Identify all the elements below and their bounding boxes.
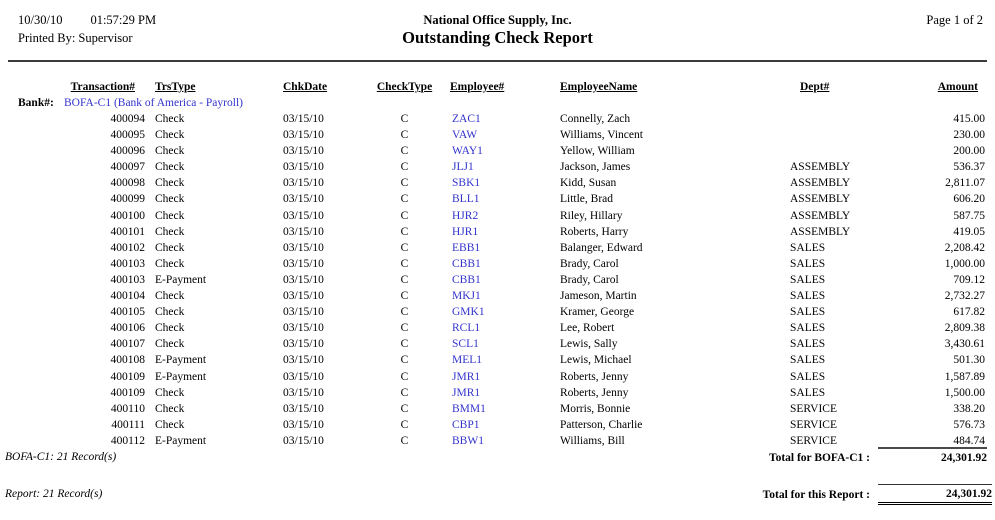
- dept-cell: ASSEMBLY: [790, 193, 851, 206]
- checktype-cell: C: [400, 257, 409, 270]
- employee-name-cell: Brady, Carol: [560, 273, 619, 286]
- checktype-cell: C: [400, 145, 409, 158]
- employee-link[interactable]: JMR1: [452, 386, 481, 399]
- table-row: [0, 433, 985, 449]
- employee-name-cell: Lee, Robert: [560, 322, 615, 335]
- print-date: 10/30/10: [18, 13, 63, 27]
- table-row: [0, 127, 985, 143]
- table-row: [0, 417, 985, 433]
- trstype-cell: Check: [155, 241, 185, 254]
- employee-link[interactable]: BBW1: [452, 434, 484, 447]
- employee-name-cell: Brady, Carol: [560, 257, 619, 270]
- amount-cell: 1,587.89: [944, 370, 985, 383]
- transaction-cell: 400110: [110, 402, 145, 415]
- trstype-cell: Check: [155, 290, 185, 303]
- column-header-chkdate: ChkDate: [283, 81, 328, 93]
- dept-cell: SALES: [790, 306, 826, 319]
- table-row: [0, 304, 985, 320]
- transaction-cell: 400097: [110, 161, 145, 174]
- report-total-amount: 24,301.92: [878, 484, 992, 505]
- employee-name-cell: Williams, Bill: [560, 434, 625, 447]
- transaction-cell: 400101: [110, 225, 145, 238]
- employee-link[interactable]: SCL1: [452, 338, 479, 351]
- amount-cell: 338.20: [953, 402, 985, 415]
- dept-cell: ASSEMBLY: [790, 161, 851, 174]
- transaction-cell: 400109: [110, 386, 145, 399]
- transaction-cell: 400106: [110, 322, 145, 335]
- employee-link[interactable]: EBB1: [452, 241, 481, 254]
- transaction-cell: 400094: [110, 113, 145, 125]
- checktype-cell: C: [400, 322, 409, 335]
- trstype-cell: Check: [155, 386, 185, 399]
- report-total-label: Total for this Report :: [762, 489, 870, 501]
- table-row: [0, 401, 985, 417]
- chkdate-cell: 03/15/10: [283, 370, 324, 383]
- employee-name-cell: Riley, Hillary: [560, 209, 623, 222]
- amount-cell: 617.82: [953, 306, 985, 319]
- chkdate-cell: 03/15/10: [283, 306, 324, 319]
- amount-cell: 587.75: [953, 209, 985, 222]
- company-name: National Office Supply, Inc.: [423, 13, 572, 27]
- dept-cell: SALES: [790, 354, 826, 367]
- chkdate-cell: 03/15/10: [283, 402, 324, 415]
- employee-link[interactable]: HJR2: [452, 209, 479, 222]
- transaction-cell: 400108: [110, 354, 145, 367]
- employee-name-cell: Morris, Bonnie: [560, 402, 631, 415]
- chkdate-cell: 03/15/10: [283, 257, 324, 270]
- transaction-cell: 400111: [111, 418, 145, 431]
- checktype-cell: C: [400, 193, 409, 206]
- employee-link[interactable]: GMK1: [452, 306, 485, 319]
- trstype-cell: E-Payment: [155, 370, 207, 383]
- checktype-cell: C: [400, 290, 409, 303]
- section-record-count: BOFA-C1: 21 Record(s): [5, 451, 117, 463]
- trstype-cell: Check: [155, 209, 185, 222]
- table-row: [0, 159, 985, 175]
- chkdate-cell: 03/15/10: [283, 338, 324, 351]
- amount-cell: 230.00: [953, 129, 985, 142]
- amount-cell: 1,000.00: [944, 257, 985, 270]
- dept-cell: SALES: [790, 257, 826, 270]
- dept-cell: [788, 111, 862, 127]
- checktype-cell: C: [400, 402, 409, 415]
- checktype-cell: C: [400, 177, 409, 190]
- employee-name-cell: Yellow, William: [560, 145, 635, 158]
- transaction-cell: 400105: [110, 306, 145, 319]
- trstype-cell: Check: [155, 145, 185, 158]
- employee-link[interactable]: JLJ1: [452, 161, 474, 174]
- section-total-label: Total for BOFA-C1 :: [768, 452, 870, 464]
- chkdate-cell: 03/15/10: [283, 113, 324, 125]
- trstype-cell: Check: [155, 193, 185, 206]
- amount-cell: 576.73: [953, 418, 985, 431]
- employee-name-cell: Lewis, Michael: [560, 354, 632, 367]
- chkdate-cell: 03/15/10: [283, 354, 324, 367]
- table-row: [0, 272, 985, 288]
- amount-cell: 3,430.61: [944, 338, 985, 351]
- amount-cell: 200.00: [953, 145, 985, 158]
- employee-link[interactable]: MEL1: [452, 354, 483, 367]
- trstype-cell: E-Payment: [155, 434, 207, 447]
- transaction-cell: 400096: [110, 145, 145, 158]
- table-row: [0, 369, 985, 385]
- employee-name-cell: Roberts, Jenny: [560, 370, 629, 383]
- trstype-cell: Check: [155, 257, 185, 270]
- employee-link[interactable]: BMM1: [452, 402, 486, 415]
- transaction-cell: 400109: [110, 370, 145, 383]
- employee-link[interactable]: WAY1: [452, 145, 483, 158]
- table-row: [0, 224, 985, 240]
- dept-cell: SALES: [790, 273, 826, 286]
- table-row: [0, 352, 985, 368]
- chkdate-cell: 03/15/10: [283, 386, 324, 399]
- employee-name-cell: Jackson, James: [560, 161, 631, 174]
- employee-link[interactable]: ZAC1: [452, 113, 481, 125]
- chkdate-cell: 03/15/10: [283, 322, 324, 335]
- transaction-cell: 400100: [110, 209, 145, 222]
- chkdate-cell: 03/15/10: [283, 241, 324, 254]
- checktype-cell: C: [400, 306, 409, 319]
- employee-name-cell: Patterson, Charlie: [560, 418, 643, 431]
- employee-name-cell: Kramer, George: [560, 306, 635, 319]
- transaction-cell: 400103: [110, 273, 145, 286]
- table-row: [0, 256, 985, 272]
- trstype-cell: Check: [155, 177, 185, 190]
- employee-name-cell: Roberts, Jenny: [560, 386, 629, 399]
- employee-name-cell: Williams, Vincent: [560, 129, 643, 142]
- employee-link[interactable]: RCL1: [452, 322, 481, 335]
- employee-link[interactable]: MKJ1: [452, 290, 481, 303]
- amount-cell: 415.00: [953, 113, 985, 125]
- checktype-cell: C: [400, 386, 409, 399]
- table-row: [0, 336, 985, 352]
- checktype-cell: C: [400, 354, 409, 367]
- transaction-cell: 400099: [110, 193, 145, 206]
- employee-name-cell: Balanger, Edward: [560, 241, 643, 254]
- column-header-row: [0, 79, 985, 95]
- checktype-cell: C: [400, 161, 409, 174]
- dept-cell: [788, 143, 862, 159]
- dept-cell: SALES: [790, 338, 826, 351]
- employee-link[interactable]: JMR1: [452, 370, 481, 383]
- amount-cell: 709.12: [953, 273, 985, 286]
- amount-cell: 1,500.00: [944, 386, 985, 399]
- transaction-cell: 400107: [110, 338, 145, 351]
- table-row: [0, 208, 985, 224]
- column-header-checktype: CheckType: [376, 81, 433, 93]
- trstype-cell: Check: [155, 322, 185, 335]
- dept-cell: SALES: [790, 386, 826, 399]
- dept-cell: SALES: [790, 322, 826, 335]
- table-row: [0, 240, 985, 256]
- checktype-cell: C: [400, 370, 409, 383]
- trstype-cell: E-Payment: [155, 354, 207, 367]
- trstype-cell: Check: [155, 225, 185, 238]
- dept-cell: [788, 127, 862, 143]
- report-record-count: Report: 21 Record(s): [5, 488, 103, 500]
- table-body: [0, 111, 985, 449]
- checktype-cell: C: [400, 273, 409, 286]
- checktype-cell: C: [400, 338, 409, 351]
- column-header-employee: Employee#: [450, 81, 505, 93]
- employee-link[interactable]: HJR1: [452, 225, 479, 238]
- checktype-cell: C: [400, 418, 409, 431]
- print-time: 01:57:29 PM: [90, 13, 157, 27]
- dept-cell: SERVICE: [790, 434, 837, 447]
- transaction-cell: 400102: [110, 241, 145, 254]
- employee-link[interactable]: CBB1: [452, 273, 481, 286]
- transaction-cell: 400103: [110, 257, 145, 270]
- employee-link[interactable]: VAW: [452, 129, 478, 142]
- column-header-dept: Dept#: [800, 81, 830, 93]
- checktype-cell: C: [400, 129, 409, 142]
- printed-by: Printed By: Supervisor: [18, 31, 133, 45]
- chkdate-cell: 03/15/10: [283, 418, 324, 431]
- trstype-cell: Check: [155, 402, 185, 415]
- transaction-cell: 400095: [110, 129, 145, 142]
- header-divider: [8, 60, 987, 62]
- dept-cell: SERVICE: [790, 418, 837, 431]
- transaction-cell: 400098: [110, 177, 145, 190]
- bank-link[interactable]: BOFA-C1 (Bank of America - Payroll): [64, 97, 243, 109]
- trstype-cell: Check: [155, 306, 185, 319]
- employee-link[interactable]: CBB1: [452, 257, 481, 270]
- column-header-employeename: EmployeeName: [560, 81, 638, 93]
- employee-name-cell: Kidd, Susan: [560, 177, 617, 190]
- chkdate-cell: 03/15/10: [283, 225, 324, 238]
- chkdate-cell: 03/15/10: [283, 129, 324, 142]
- amount-cell: 2,208.42: [944, 241, 985, 254]
- amount-cell: 606.20: [953, 193, 985, 206]
- page-number: Page 1 of 2: [926, 13, 983, 27]
- chkdate-cell: 03/15/10: [283, 161, 324, 174]
- amount-cell: 536.37: [953, 161, 985, 174]
- checktype-cell: C: [400, 225, 409, 238]
- amount-cell: 2,809.38: [944, 322, 985, 335]
- trstype-cell: E-Payment: [155, 273, 207, 286]
- amount-cell: 419.05: [953, 225, 985, 238]
- employee-name-cell: Connelly, Zach: [560, 113, 631, 125]
- chkdate-cell: 03/15/10: [283, 434, 324, 447]
- employee-name-cell: Roberts, Harry: [560, 225, 629, 238]
- dept-cell: ASSEMBLY: [790, 177, 851, 190]
- employee-link[interactable]: CBP1: [452, 418, 480, 431]
- trstype-cell: Check: [155, 338, 185, 351]
- column-header-amount: Amount: [937, 81, 978, 93]
- table-row: [0, 143, 985, 159]
- table-row: [0, 111, 985, 127]
- trstype-cell: Check: [155, 161, 185, 174]
- checktype-cell: C: [400, 434, 409, 447]
- chkdate-cell: 03/15/10: [283, 145, 324, 158]
- amount-cell: 501.30: [953, 354, 985, 367]
- employee-name-cell: Lewis, Sally: [560, 338, 618, 351]
- trstype-cell: Check: [155, 129, 185, 142]
- table-row: [0, 288, 985, 304]
- dept-cell: SALES: [790, 290, 826, 303]
- checktype-cell: C: [400, 209, 409, 222]
- report-title: Outstanding Check Report: [402, 28, 593, 47]
- checktype-cell: C: [400, 113, 409, 125]
- chkdate-cell: 03/15/10: [283, 273, 324, 286]
- checktype-cell: C: [400, 241, 409, 254]
- dept-cell: SALES: [790, 241, 826, 254]
- amount-cell: 484.74: [953, 434, 985, 447]
- transaction-cell: 400104: [110, 290, 145, 303]
- employee-name-cell: Jameson, Martin: [560, 290, 637, 303]
- employee-link[interactable]: SBK1: [452, 177, 481, 190]
- employee-link[interactable]: BLL1: [452, 193, 480, 206]
- chkdate-cell: 03/15/10: [283, 193, 324, 206]
- dept-cell: ASSEMBLY: [790, 225, 851, 238]
- trstype-cell: Check: [155, 418, 185, 431]
- dept-cell: ASSEMBLY: [790, 209, 851, 222]
- chkdate-cell: 03/15/10: [283, 290, 324, 303]
- section-total-amount: 24,301.92: [878, 447, 987, 464]
- bank-label: Bank#:: [18, 97, 54, 109]
- transaction-cell: 400112: [110, 434, 145, 447]
- table-row: [0, 385, 985, 401]
- chkdate-cell: 03/15/10: [283, 177, 324, 190]
- column-header-transaction: Transaction#: [70, 81, 135, 93]
- column-header-trstype: TrsType: [155, 81, 196, 93]
- dept-cell: SALES: [790, 370, 826, 383]
- table-row: [0, 191, 985, 207]
- table-row: [0, 175, 985, 191]
- amount-cell: 2,811.07: [945, 177, 985, 190]
- chkdate-cell: 03/15/10: [283, 209, 324, 222]
- dept-cell: SERVICE: [790, 402, 837, 415]
- amount-cell: 2,732.27: [944, 290, 985, 303]
- trstype-cell: Check: [155, 113, 185, 125]
- table-row: [0, 320, 985, 336]
- employee-name-cell: Little, Brad: [560, 193, 614, 206]
